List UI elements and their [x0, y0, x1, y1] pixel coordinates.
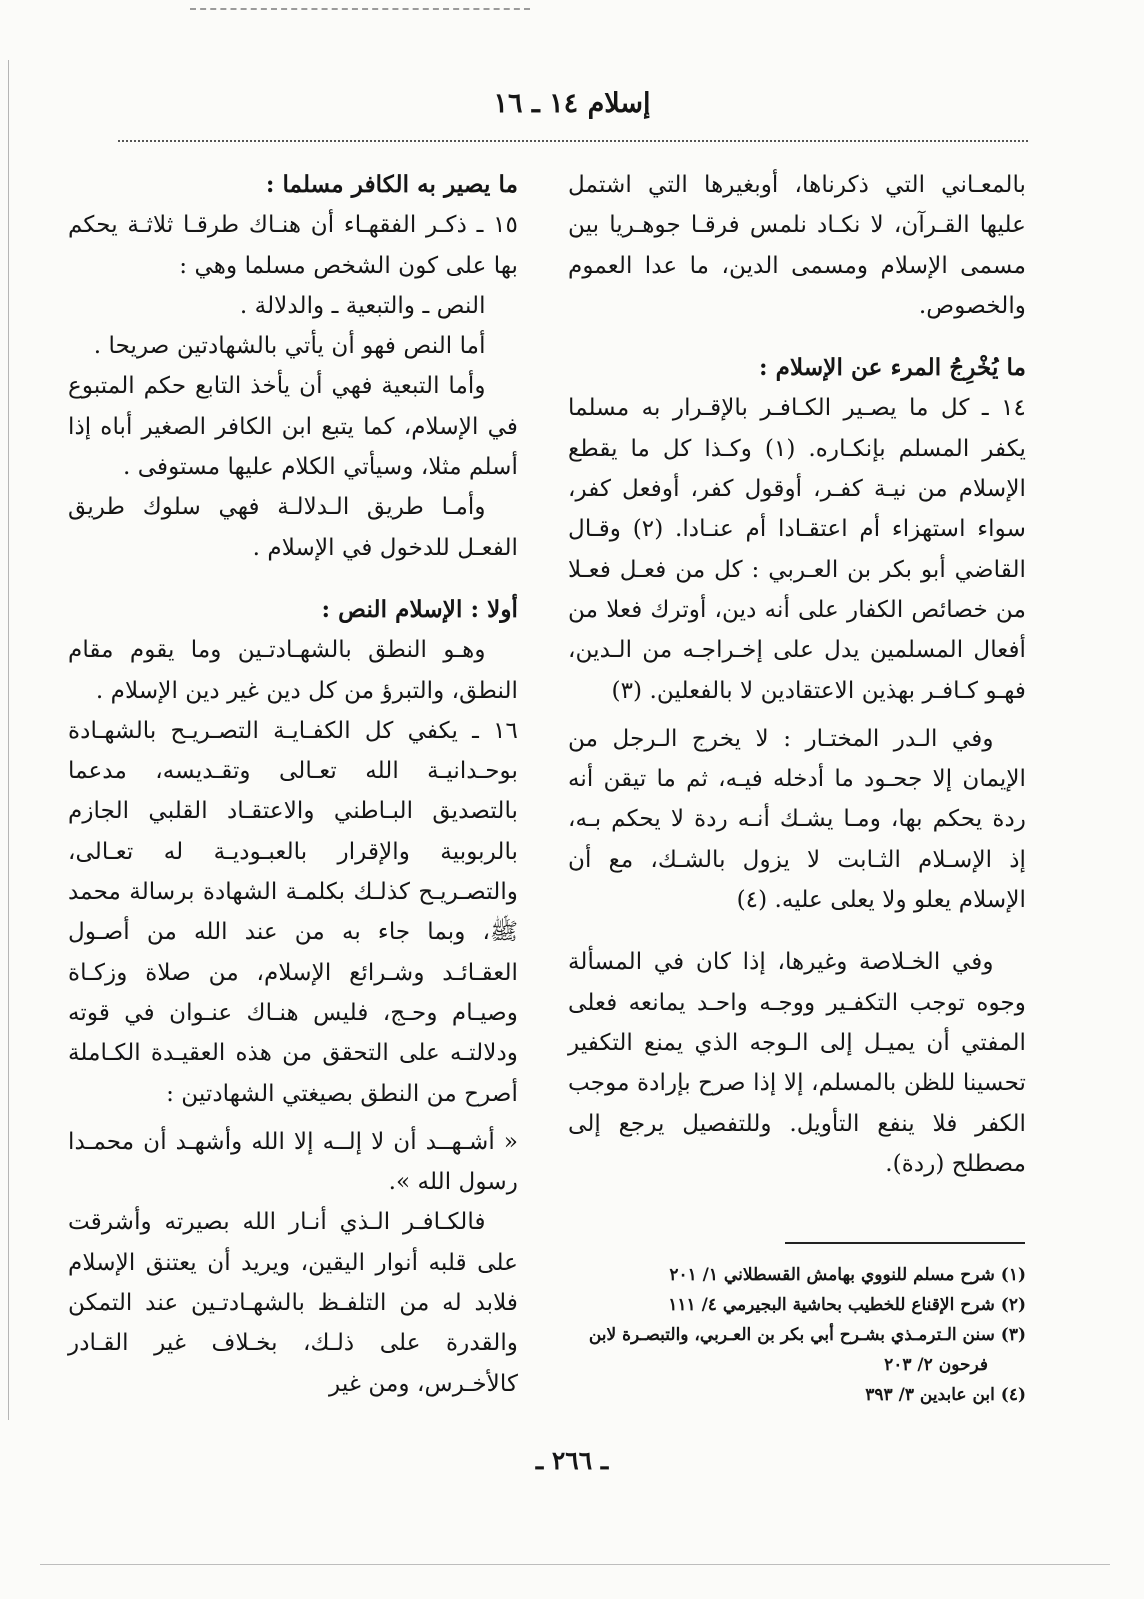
paragraph-tabaiya: وأما التبعية فهي أن يأخذ التابع حكم المتبوع في الإسلام، كما يتبع ابن الكافر الصغير أباه إذا أسلم مثلا، وسيأتي الكلام عليها مستوفى . — [68, 372, 518, 481]
footnote-3-continuation: فرحون ٢/ ٢٠٣ — [884, 1355, 988, 1375]
paragraph-nass: أما النص فهو أن يأتي بالشهادتين صريحا . — [93, 332, 486, 360]
intro-paragraph: بالمعـاني التي ذكرناها، أوبغيرها التي اشتمل عليها القـرآن، لا نكـاد نلمس فرقـا جوهـريا بين مسمى الإسلام ومسمى الدين، ما عدا العموم والخصوص. — [568, 171, 1026, 319]
footnote-1: (١) شرح مسلم للنووي بهامش القسطلاني ١/ ٢٠١ — [669, 1265, 1026, 1285]
scan-edge-bottom — [40, 1564, 1110, 1565]
paragraph-kafir: فالكـافـر الـذي أنـار الله بصيرته وأشرقت على قلبه أنوار اليقين، ويريد أن يعتنق الإسلام فلابد له من التلفـظ بالشهـادتـين عند التمكن والقدرة على ذلـك، بخـلاف غير القـادر كالأخـرس، ومن غير — [68, 1208, 518, 1397]
section-heading-islam-nass: أولا : الإسلام النص : — [321, 595, 518, 623]
paragraph-durr-mukhtar: وفي الـدر المختـار : لا يخرج الـرجل من الإيمان إلا جحـود ما أدخله فيـه، ثم ما تيقن أنه ردة يحكم بها، ومـا يشـك أنـه ردة لا يحكم بـه، إذ الإسـلام الثـابت لا يزول بالشـك، مع أن الإسلام يعلو ولا يعلى عليه. (٤) — [568, 724, 1026, 914]
paragraph-15: ١٥ ـ ذكـر الفقهـاء أن هنـاك طرقـا ثلاثـة يحكم بها على كون الشخص مسلما وهي : — [68, 211, 518, 279]
left-column — [68, 165, 518, 1404]
paragraph-14: ١٤ ـ كل ما يصـير الكـافـر بالإقـرار به مسلما يكفر المسلم بإنكـاره. (١) وكـذا كل ما يقطع الإسلام من نيـة كفـر، أوقول كفر، أوفعل كفر، سواء استهزاء أم اعتقـادا أم عنـادا. (٢) وقـال القاضي أبو بكر بن العـربي : كل من فعـل فعـلا من خصائص الكفار على أنه دين، أوترك فعلا من أفعال المسلمين يدل على إخـراجـه من الـدين، فهـو كـافـر بهذين الاعتقادين لا بالفعلين. (٣) — [568, 394, 1027, 704]
paragraph-15-list: النص ـ والتبعية ـ والدلالة . — [239, 291, 486, 319]
footnote-2: (٢) شرح الإقناع للخطيب بحاشية البجيرمي ٤/ ١١١ — [668, 1295, 1026, 1315]
scan-edge-top — [190, 8, 530, 10]
shahada-quote: « أشـهــد أن لا إلــه إلا الله وأشهـد أن محمـدا رسول الله ». — [68, 1127, 518, 1196]
header-divider — [118, 140, 1028, 142]
paragraph-dalala: وأمـا طريق الـدلالـة فهي سلوك طريق الفعـل للدخول في الإسلام . — [68, 493, 518, 561]
footnotes — [568, 1260, 1026, 1410]
footnote-divider — [785, 1242, 1025, 1244]
page-header: إسلام ١٤ ـ ١٦ — [493, 88, 651, 119]
section-heading-leaving-islam: ما يُخْرِجُ المرء عن الإسلام : — [759, 354, 1026, 382]
section-heading-becoming-muslim: ما يصير به الكافر مسلما : — [265, 171, 518, 198]
scan-edge-left — [8, 60, 9, 1420]
footnote-4: (٤) ابن عابدين ٣/ ٣٩٣ — [865, 1385, 1026, 1405]
page-number: ـ ٢٦٦ ـ — [535, 1446, 609, 1475]
paragraph-khulasa: وفي الخـلاصة وغيرها، إذا كان في المسألة وجوه توجب التكفـير ووجـه واحـد يمانعه فعلى المفتي أن يميـل إلى الـوجه الذي يمنع التكفير تحسينا للظن بالمسلم، إلا إذا صرح بإرادة موجب الكفر فلا ينفع التأويل. وللتفصيل يرجع إلى مصطلح (ردة). — [568, 948, 1026, 1177]
paragraph-16: ١٦ ـ يكفي كل الكفـايـة التصـريـح بالشهـادة بوحـدانيـة الله تعـالى وتقـديسه، مدعما بالتصديق البـاطني والاعتقـاد القلبي الجازم بالربوبية والإقرار بالعبـوديـة له تعـالى، والتصـريـح كذلـك بكلمـة الشهادة برسالة محمد ﷺ، وبما جاء به من عند الله من أصـول العقـائـد وشـرائع الإسلام، من صلاة وزكـاة وصيـام وحـج، فليس هنـاك عنـوان في قوته ودلالتـه على التحقق من هذه العقيـدة الكـاملة أصرح من النطق بصيغتي الشهادتين : — [68, 716, 518, 1107]
right-column — [568, 165, 1026, 1184]
footnote-3: (٣) سنن الـترمـذي بشـرح أبي بكر بن العـربي، والتبصـرة لابن — [588, 1325, 1026, 1345]
paragraph-nutq: وهـو النطق بالشهـادتـين وما يقوم مقام النطق، والتبرؤ من كل دين غير دين الإسلام . — [68, 636, 518, 704]
